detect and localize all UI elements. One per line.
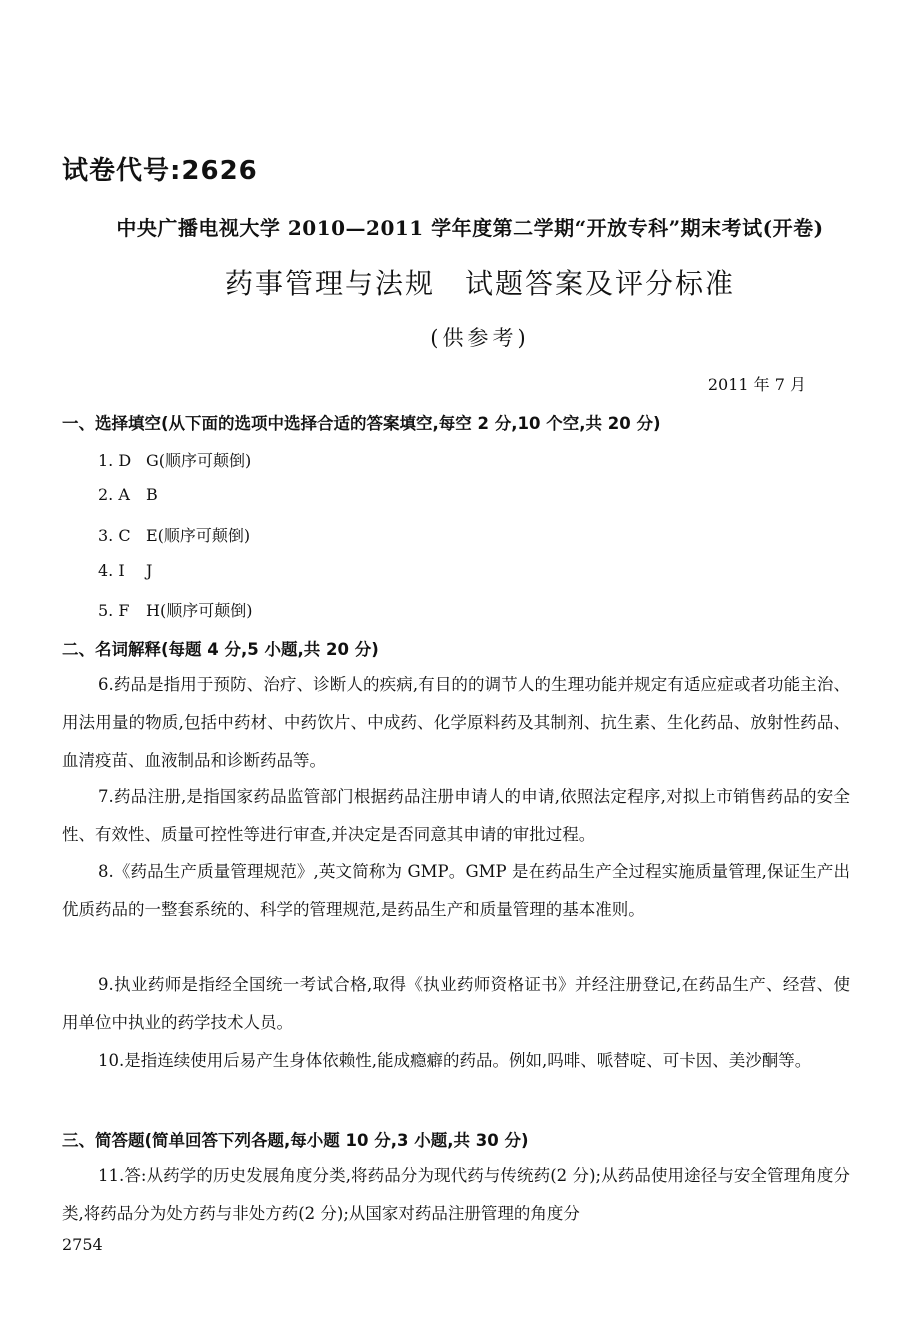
- subject-name: 药事管理与法规: [224, 267, 435, 300]
- answer-item: [98, 561, 152, 580]
- short-answer-paragraph: 11.答:从药学的历史发展角度分类,将药品分为现代药与传统药(2 分);从药品使用途径与安全管理角度分类,将药品分为处方药与非处方药(2 分);从国家对药品注册管理的角度分: [62, 1166, 850, 1223]
- answer-item: [98, 448, 251, 471]
- answer-item: [98, 485, 158, 504]
- reference-note: (供参考): [430, 326, 530, 350]
- page-number: 2754: [62, 1235, 103, 1254]
- answer-item: [98, 523, 250, 546]
- exam-title: 中央广播电视大学 2010—2011 学年度第二学期“开放专科”期末考试(开卷): [116, 216, 824, 240]
- subject-suffix: 试题答案及评分标准: [465, 267, 736, 300]
- answer-text: H(顺序可颠倒): [146, 601, 253, 620]
- answer-number: 2. A: [98, 485, 130, 504]
- definition-paragraph: 10.是指连续使用后易产生身体依赖性,能成瘾癖的药品。例如,吗啡、哌替啶、可卡因、美沙酮等。: [98, 1051, 812, 1070]
- section-1-heading: 一、选择填空(从下面的选项中选择合适的答案填空,每空 2 分,10 个空,共 20 分): [62, 414, 661, 433]
- section-2-heading: 二、名词解释(每题 4 分,5 小题,共 20 分): [62, 640, 379, 659]
- paper-code: 试卷代号:2626: [62, 156, 258, 186]
- definition-paragraph: 8.《药品生产质量管理规范》,英文简称为 GMP。GMP 是在药品生产全过程实施质量管理,保证生产出优质药品的一整套系统的、科学的管理规范,是药品生产和质量管理的基本准则。: [62, 862, 850, 919]
- answer-number: 4. I: [98, 561, 125, 580]
- answer-number: 5. F: [98, 601, 130, 620]
- answer-text: J: [146, 561, 153, 580]
- answer-text: B: [146, 485, 158, 504]
- exam-date: 2011 年 7 月: [707, 375, 806, 394]
- definition-paragraph: 7.药品注册,是指国家药品监管部门根据药品注册申请人的申请,依照法定程序,对拟上市销售药品的安全性、有效性、质量可控性等进行审查,并决定是否同意其申请的审批过程。: [62, 787, 850, 844]
- answer-number: 1. D: [98, 451, 132, 470]
- section-3-heading: 三、简答题(简单回答下列各题,每小题 10 分,3 小题,共 30 分): [62, 1131, 529, 1150]
- answer-text: E(顺序可颠倒): [146, 526, 251, 545]
- subject-title: [60, 262, 900, 302]
- answer-number: 3. C: [98, 526, 131, 545]
- answer-item: [98, 598, 252, 621]
- answer-text: G(顺序可颠倒): [146, 451, 252, 470]
- definition-paragraph: 9.执业药师是指经全国统一考试合格,取得《执业药师资格证书》并经注册登记,在药品生产、经营、使用单位中执业的药学技术人员。: [62, 975, 850, 1032]
- definition-paragraph: 6.药品是指用于预防、治疗、诊断人的疾病,有目的的调节人的生理功能并规定有适应症或者功能主治、用法用量的物质,包括中药材、中药饮片、中成药、化学原料药及其制剂、抗生素、生化药品、放射性药品、血清疫苗、血液制品和诊断药品等。: [62, 675, 850, 770]
